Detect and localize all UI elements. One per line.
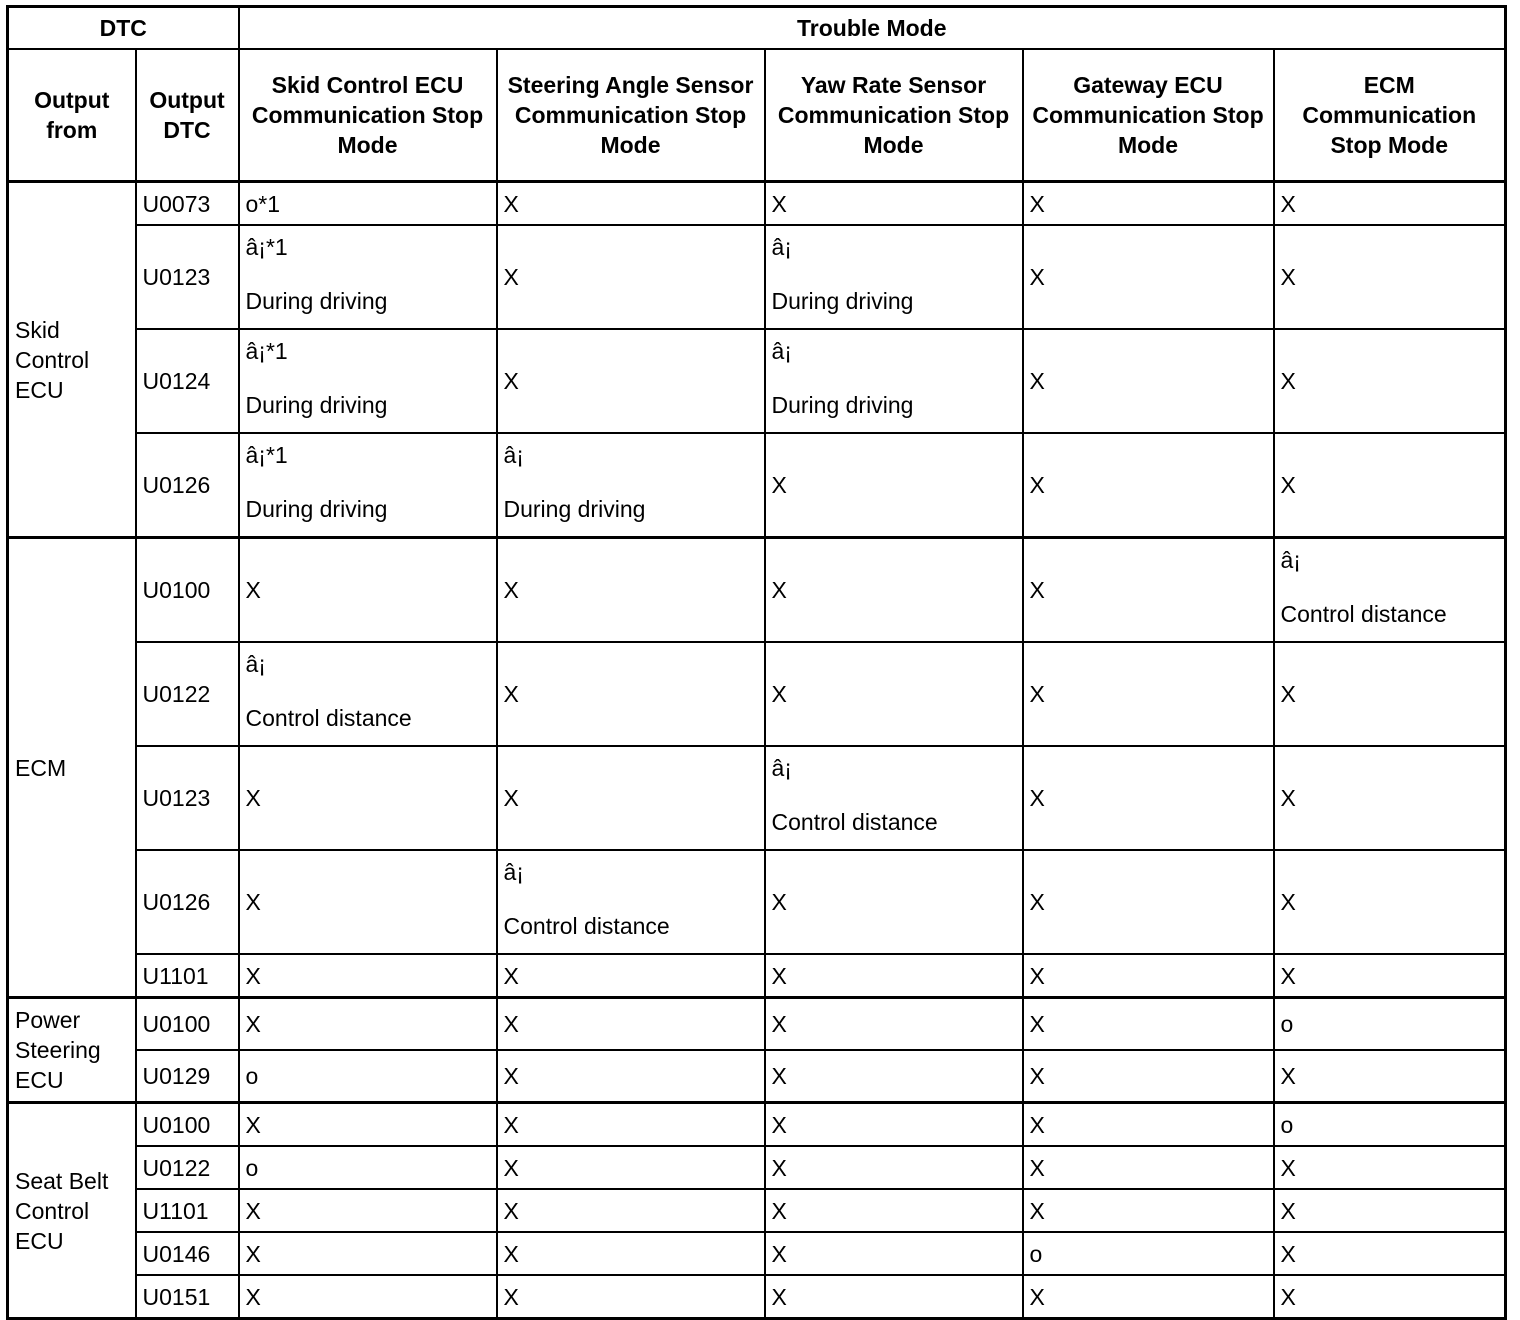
mode-condition-note: During driving	[503, 496, 646, 522]
mode-mark: o	[1280, 1011, 1294, 1037]
mode-mark: X	[771, 1197, 787, 1224]
header-row-top	[8, 7, 1506, 50]
mode-cell	[497, 538, 765, 643]
table-row	[8, 1050, 1506, 1103]
mode-mark: X	[1029, 190, 1045, 217]
mode-cell	[239, 1146, 497, 1189]
mode-cell	[497, 850, 765, 954]
mode-cell	[239, 1103, 497, 1147]
mode-mark: X	[771, 577, 787, 603]
mode-mark: X	[771, 190, 787, 217]
mode-cell	[497, 1146, 765, 1189]
header-output-from: Output from	[8, 49, 136, 182]
mode-mark: â¡	[245, 651, 266, 677]
mode-mark: o	[245, 1154, 259, 1181]
dtc-trouble-mode-table-wrapper	[6, 5, 1507, 1320]
mode-mark: X	[503, 1111, 519, 1138]
mode-cell	[1274, 998, 1506, 1051]
table-row	[8, 1275, 1506, 1319]
mode-cell	[497, 954, 765, 998]
mode-condition-note: During driving	[245, 496, 388, 522]
mode-cell	[239, 746, 497, 850]
mode-mark: X	[503, 1063, 519, 1089]
mode-cell	[765, 642, 1023, 746]
mode-condition-note: Control distance	[1280, 601, 1447, 627]
mode-cell	[239, 642, 497, 746]
mode-cell	[497, 225, 765, 329]
mode-cell	[1023, 182, 1274, 226]
mode-mark: â¡	[503, 442, 524, 468]
mode-mark: X	[1280, 962, 1296, 989]
mode-cell	[1023, 642, 1274, 746]
mode-condition-note: During driving	[771, 392, 914, 418]
mode-cell	[765, 1189, 1023, 1232]
mode-mark: X	[1280, 472, 1296, 498]
mode-cell	[765, 1232, 1023, 1275]
table-row	[8, 998, 1506, 1051]
mode-cell	[239, 538, 497, 643]
mode-cell	[239, 329, 497, 433]
mode-cell	[1023, 1050, 1274, 1103]
output-dtc-cell: U0126	[136, 433, 239, 538]
mode-mark: o	[1280, 1111, 1294, 1138]
mode-condition-note: Control distance	[503, 913, 670, 939]
mode-mark: X	[1280, 1240, 1296, 1267]
mode-mark: â¡*1	[245, 338, 288, 364]
mode-mark: X	[245, 577, 261, 603]
mode-cell	[1023, 1189, 1274, 1232]
mode-cell	[239, 1050, 497, 1103]
output-dtc-cell: U0146	[136, 1232, 239, 1275]
mode-mark: â¡	[771, 234, 792, 260]
table-row	[8, 954, 1506, 998]
mode-cell	[1274, 1232, 1506, 1275]
header-mode-gateway: Gateway ECU Communication Stop Mode	[1023, 49, 1274, 182]
mode-cell	[239, 954, 497, 998]
mode-mark: X	[771, 1063, 787, 1089]
mode-cell	[497, 1050, 765, 1103]
mode-cell	[1023, 433, 1274, 538]
output-dtc-cell: U1101	[136, 954, 239, 998]
mode-mark: X	[1280, 190, 1296, 217]
mode-mark: X	[1029, 889, 1045, 915]
output-dtc-cell: U0151	[136, 1275, 239, 1319]
mode-mark: â¡	[771, 338, 792, 364]
mode-cell	[497, 1103, 765, 1147]
table-row	[8, 1189, 1506, 1232]
table-row	[8, 538, 1506, 643]
table-row	[8, 850, 1506, 954]
mode-mark: X	[503, 1011, 519, 1037]
mode-mark: X	[1280, 1283, 1296, 1310]
mode-cell	[1023, 954, 1274, 998]
mode-mark: X	[1029, 368, 1045, 394]
header-mode-yaw-rate: Yaw Rate Sensor Communication Stop Mode	[765, 49, 1023, 182]
mode-mark: X	[1280, 264, 1296, 290]
mode-mark: X	[1029, 1283, 1045, 1310]
mode-mark: X	[1029, 1063, 1045, 1089]
mode-cell	[1274, 1103, 1506, 1147]
table-row	[8, 1103, 1506, 1147]
output-dtc-cell: U1101	[136, 1189, 239, 1232]
header-mode-steering-angle: Steering Angle Sensor Communication Stop Mode	[497, 49, 765, 182]
mode-mark: X	[1029, 1197, 1045, 1224]
mode-mark: X	[245, 1011, 261, 1037]
output-dtc-cell: U0100	[136, 538, 239, 643]
mode-mark: X	[1280, 368, 1296, 394]
output-dtc-cell: U0126	[136, 850, 239, 954]
output-dtc-cell: U0122	[136, 1146, 239, 1189]
mode-mark: X	[1280, 1197, 1296, 1224]
output-from-cell: Seat Belt Control ECU	[8, 1103, 136, 1319]
mode-mark: X	[503, 577, 519, 603]
mode-mark: X	[503, 368, 519, 394]
mode-cell	[1274, 1146, 1506, 1189]
mode-cell	[1274, 538, 1506, 643]
output-dtc-cell: U0122	[136, 642, 239, 746]
mode-mark: X	[1280, 785, 1296, 811]
output-dtc-cell: U0100	[136, 998, 239, 1051]
mode-cell	[239, 1275, 497, 1319]
mode-mark: X	[771, 1240, 787, 1267]
mode-cell	[239, 1189, 497, 1232]
mode-mark: X	[503, 785, 519, 811]
mode-cell	[1274, 642, 1506, 746]
mode-cell	[765, 954, 1023, 998]
header-mode-skid-control: Skid Control ECU Communication Stop Mode	[239, 49, 497, 182]
mode-cell	[497, 182, 765, 226]
mode-cell	[765, 998, 1023, 1051]
mode-mark: X	[245, 1283, 261, 1310]
mode-mark: X	[503, 1197, 519, 1224]
mode-mark: X	[1029, 264, 1045, 290]
mode-cell	[1023, 850, 1274, 954]
table-row	[8, 746, 1506, 850]
mode-cell	[1023, 746, 1274, 850]
mode-mark: o	[245, 1063, 259, 1089]
header-row-sub	[8, 49, 1506, 182]
output-dtc-cell: U0123	[136, 746, 239, 850]
mode-cell	[497, 433, 765, 538]
mode-mark: X	[771, 1111, 787, 1138]
mode-condition-note: Control distance	[245, 705, 412, 731]
mode-cell	[1274, 746, 1506, 850]
output-dtc-cell: U0123	[136, 225, 239, 329]
mode-mark: X	[503, 962, 519, 989]
mode-cell	[497, 329, 765, 433]
mode-mark: X	[1029, 962, 1045, 989]
mode-mark: X	[1029, 1111, 1045, 1138]
mode-cell	[765, 1275, 1023, 1319]
mode-mark: X	[771, 1154, 787, 1181]
table-body	[8, 182, 1506, 1319]
mode-mark: X	[1029, 785, 1045, 811]
mode-cell	[1274, 1189, 1506, 1232]
mode-mark: X	[771, 889, 787, 915]
mode-cell	[1274, 850, 1506, 954]
mode-mark: â¡*1	[245, 234, 288, 260]
mode-mark: X	[771, 962, 787, 989]
mode-mark: X	[771, 472, 787, 498]
mode-mark: X	[771, 681, 787, 707]
table-row	[8, 433, 1506, 538]
mode-condition-note: Control distance	[771, 809, 938, 835]
output-from-cell: ECM	[8, 538, 136, 998]
table-row	[8, 329, 1506, 433]
header-mode-ecm: ECM Communication Stop Mode	[1274, 49, 1506, 182]
mode-mark: X	[1280, 681, 1296, 707]
mode-mark: X	[1029, 1154, 1045, 1181]
mode-cell	[765, 746, 1023, 850]
mode-mark: X	[245, 1240, 261, 1267]
mode-cell	[1274, 433, 1506, 538]
table-row	[8, 1146, 1506, 1189]
mode-cell	[765, 225, 1023, 329]
output-from-cell: Power Steering ECU	[8, 998, 136, 1103]
mode-cell	[239, 182, 497, 226]
mode-cell	[765, 1146, 1023, 1189]
mode-cell	[1274, 225, 1506, 329]
mode-mark: X	[245, 1111, 261, 1138]
output-from-cell: Skid Control ECU	[8, 182, 136, 538]
mode-cell	[497, 1275, 765, 1319]
table-row	[8, 642, 1506, 746]
mode-mark: X	[1029, 681, 1045, 707]
mode-cell	[765, 538, 1023, 643]
mode-cell	[239, 1232, 497, 1275]
mode-mark: X	[503, 1283, 519, 1310]
mode-cell	[239, 433, 497, 538]
mode-cell	[497, 746, 765, 850]
output-dtc-cell: U0124	[136, 329, 239, 433]
mode-mark: X	[245, 962, 261, 989]
mode-mark: X	[771, 1011, 787, 1037]
mode-mark: o*1	[245, 190, 281, 217]
output-dtc-cell: U0129	[136, 1050, 239, 1103]
mode-mark: X	[503, 1240, 519, 1267]
mode-mark: X	[245, 785, 261, 811]
mode-cell	[1023, 538, 1274, 643]
header-trouble-mode: Trouble Mode	[239, 7, 1506, 50]
mode-cell	[497, 642, 765, 746]
mode-mark: X	[1029, 577, 1045, 603]
output-dtc-cell: U0073	[136, 182, 239, 226]
mode-cell	[1023, 1275, 1274, 1319]
mode-mark: X	[503, 190, 519, 217]
table-row	[8, 1232, 1506, 1275]
mode-cell	[1023, 225, 1274, 329]
mode-cell	[239, 225, 497, 329]
mode-cell	[1023, 1103, 1274, 1147]
mode-cell	[765, 182, 1023, 226]
mode-cell	[765, 329, 1023, 433]
mode-condition-note: During driving	[245, 288, 388, 314]
mode-cell	[1274, 1275, 1506, 1319]
mode-cell	[1274, 954, 1506, 998]
table-row	[8, 182, 1506, 226]
mode-cell	[497, 998, 765, 1051]
mode-cell	[497, 1232, 765, 1275]
mode-cell	[497, 1189, 765, 1232]
mode-cell	[239, 850, 497, 954]
mode-mark: o	[1029, 1240, 1043, 1267]
mode-cell	[765, 433, 1023, 538]
mode-mark: X	[1029, 472, 1045, 498]
mode-cell	[1023, 1146, 1274, 1189]
mode-mark: X	[245, 1197, 261, 1224]
mode-mark: X	[771, 1283, 787, 1310]
mode-mark: X	[1280, 1154, 1296, 1181]
table-row	[8, 225, 1506, 329]
mode-cell	[1274, 1050, 1506, 1103]
mode-cell	[1023, 998, 1274, 1051]
mode-mark: X	[1280, 1063, 1296, 1089]
mode-cell	[1274, 329, 1506, 433]
dtc-trouble-mode-table	[6, 5, 1507, 1320]
mode-mark: X	[503, 681, 519, 707]
mode-cell	[765, 1050, 1023, 1103]
mode-cell	[1274, 182, 1506, 226]
mode-mark: â¡*1	[245, 442, 288, 468]
mode-mark: X	[1029, 1011, 1045, 1037]
mode-cell	[1023, 329, 1274, 433]
mode-condition-note: During driving	[771, 288, 914, 314]
output-dtc-cell: U0100	[136, 1103, 239, 1147]
header-dtc: DTC	[8, 7, 239, 50]
mode-cell	[765, 850, 1023, 954]
mode-mark: â¡	[771, 755, 792, 781]
mode-mark: X	[245, 889, 261, 915]
mode-condition-note: During driving	[245, 392, 388, 418]
mode-mark: â¡	[1280, 547, 1301, 573]
mode-mark: X	[1280, 889, 1296, 915]
mode-mark: X	[503, 264, 519, 290]
mode-cell	[1023, 1232, 1274, 1275]
mode-mark: â¡	[503, 859, 524, 885]
header-output-dtc: Output DTC	[136, 49, 239, 182]
mode-cell	[765, 1103, 1023, 1147]
mode-cell	[239, 998, 497, 1051]
mode-mark: X	[503, 1154, 519, 1181]
